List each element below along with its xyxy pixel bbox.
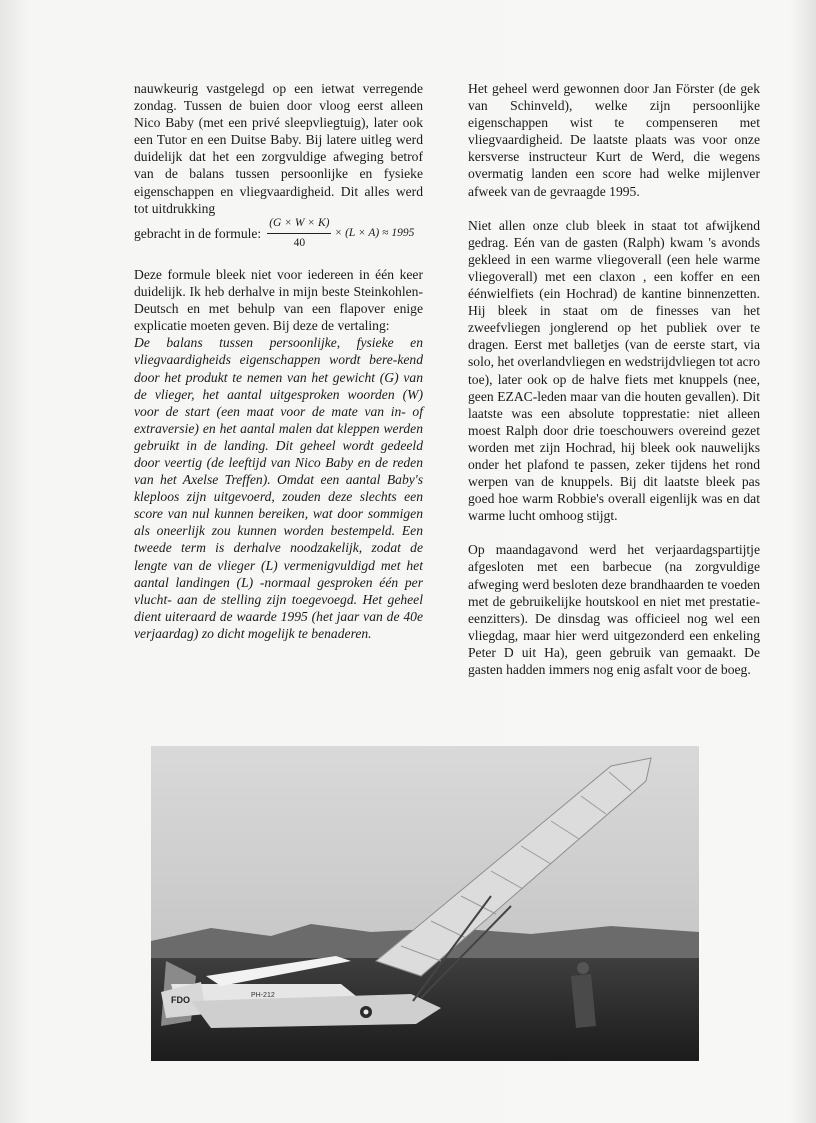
left-paragraph-italic: De balans tussen persoonlijke, fysieke en vliegvaardigheids eigenschappen wordt bere-kend door het produkt te nemen van het gewicht (G) van de vlieger, het aantal uitgesproken woorden (W) voor de start (een maat voor de mate van in- of extraversie) en het aantal malen dat kleppen werden gebruikt in de landing. Dit geheel wordt gedeeld door veertig (de leeftijd van Nico Baby en de reden van het Axelse Treffen). Omdat een aantal Baby's kleploos zijn uitgevoerd, zouden deze slechts een score van nul kunnen bereiken, wat door sommigen als oneerlijk zou kunnen worden bestempeld. Een tweede term is derhalve noodzakelijk, zodat de lengte van de vlieger (L) vermenigvuldigd met het aantal landingen (L) -normaal gesproken één per vlucht- aan de stelling zijn toegevoegd. Het geheel dient uiteraard de waarde 1995 (het jaar van de 40e verjaardag) zo dicht mogelijk te benaderen. — [134, 335, 423, 641]
formula-denominator: 40 — [293, 236, 306, 249]
right-paragraph-2: Niet allen onze club bleek in staat tot afwijkend gedrag. Eén van de gasten (Ralph) kwam 's avonds gekleed in een warme vliegoverall (een hele warme vliegoverall) met een claxon , een koffer en een éénwielfiets (ein Hochrad) de kantine binnenzetten. Hij bleek in staat om de finesses van het zweefvliegen jonglerend op het publiek over te dragen. Eerst met balletjes (van de eerste start, via solo, het overlandvliegen en wedstrijdvliegen tot acro toe), later ook op de halve fiets met knuppels (nee, geen EZAC-leden maar van die houten gevallen). Dit laatste was een absolute topprestatie: niet alleen moest Ralph door drie toeschouwers overeind gezet worden met zijn Hochrad, hij bleek ook nauwelijks onder het plafond te passen, zeker tijdens het rond werpen van de knuppels. Bij dit laatste bleek pas goed hoe warm Robbie's overall eigenlijk was en dat warme lucht omhoog stijgt. — [468, 217, 760, 524]
formula-fraction — [267, 215, 331, 252]
right-paragraph-1: Het geheel werd gewonnen door Jan Förster (de gek van Schinveld), welke zijn persoonlijke eigenschappen wist te compenseren met vliegvaardigheid. De laatste plaats was voor onze kersverse instructeur Kurt de Werd, die wegens overmatig landen een score had welke mijlenver afweek van de gevraagde 1995. — [468, 81, 760, 199]
right-paragraph-3: Op maandagavond werd het verjaardagspartijtje afgesloten met een barbecue (na zorgvuldige afweging werd besloten deze brandhaarden te voeden met de gebruikelijke houtskool en niet met prestatie-eenzitters). De dinsdag was officieel nog wel een vliegdag, maar hier werd uitgezonderd een enkeling Peter D uit Ha), geen gebruik van gemaakt. De gasten hadden immers nog enig asfalt voor de boeg. — [468, 542, 760, 677]
formula-line — [134, 215, 423, 252]
person-right-head — [577, 962, 589, 974]
roundel-center — [364, 1010, 369, 1015]
glider-photo — [151, 746, 699, 1061]
formula — [267, 215, 414, 252]
left-paragraph-1: nauwkeurig vastgelegd op een ietwat verregende zondag. Tussen de buien door vloog eerst alleen Nico Baby (met een privé sleepvliegtuig), later ook een Tutor en een Duitse Baby. Bij latere uitleg werd duidelijk dat het een zorgvuldige afweging betrof van de balans tussen persoonlijke en fysieke eigenschappen en vliegvaardigheid. Dit alles werd tot uitdrukking — [134, 81, 423, 216]
formula-intro: gebracht in de formule: — [134, 225, 262, 241]
towplane-registration: PH-212 — [251, 992, 275, 999]
glider-fuselage-text: FDO — [171, 995, 190, 1005]
glider-photo-drawing — [151, 746, 699, 1061]
right-column — [468, 80, 760, 695]
formula-numerator: (G × W × K) — [267, 215, 331, 234]
formula-rest: × (L × A) ≈ 1995 — [334, 226, 415, 239]
left-paragraph-2: Deze formule bleek niet voor iedereen in één keer duidelijk. Ik heb derhalve in mijn beste Steinkohlen-Deutsch en met behulp van een flapover enige explicatie moeten geven. Bij deze de vertaling: — [134, 266, 423, 334]
left-column — [134, 80, 423, 659]
